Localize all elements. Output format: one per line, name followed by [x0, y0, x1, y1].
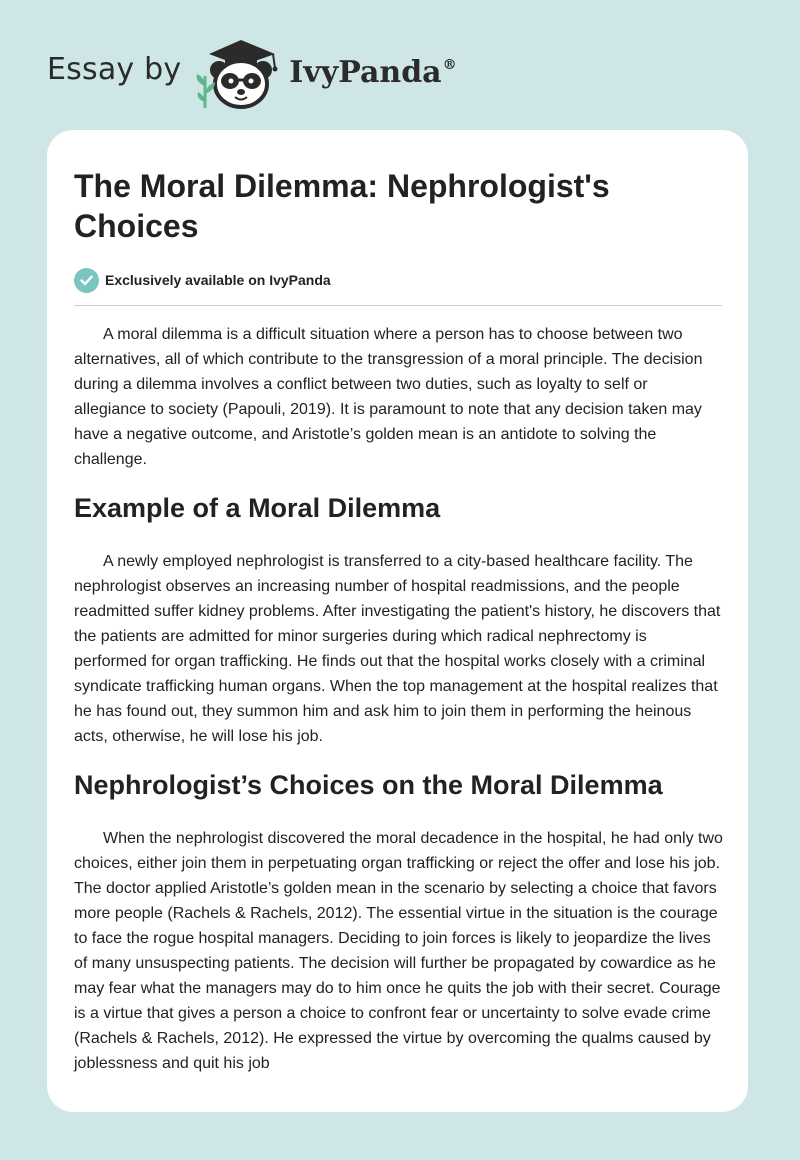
section-paragraph: When the nephrologist discovered the moral decadence in the hospital, he had only two choices, either join them in perpetuating organ trafficking or reject the offer and lose his job. The doctor applied Aristotle’s golden mean in the scenario by selecting a choice that favors more people (Rachels & Rachels, 2012). The essential virtue in the situation is the courage to face the rogue hospital managers. Deciding to join forces is likely to jeopardize the lives of many unsuspecting patients. The decision will further be propagated by cowardice as he may fear what the managers may do to him once he quits the job with their secret. Courage is a virtue that gives a person a choice to confront fear or uncertainty to solve evade crime (Rachels & Rachels, 2012). He expressed the virtue by overcoming the qualms caused by joblessness and quit his job — [74, 830, 723, 1072]
badge-text: Exclusively available on IvyPanda — [105, 272, 331, 288]
brand-header[interactable] — [47, 36, 457, 110]
exclusive-badge — [74, 266, 721, 294]
registered-mark: ® — [442, 56, 457, 73]
article-card — [47, 130, 748, 1112]
article-title: The Moral Dilemma: Nephrologist's Choices — [74, 168, 610, 244]
section-paragraph: A newly employed nephrologist is transferred to a city-based healthcare facility. The nephrologist observes an increasing number of hospital readmissions, and the people readmitted suffer kidney problems. After investigating the patient's history, he discovers that the patients are admitted for minor surgeries during which radical nephrectomy is performed for organ trafficking. He finds out that the hospital works closely with a criminal syndicate trafficking human organs. When the top management at the hospital realizes that he has found out, they summon him and ask him to join them in performing the heinous acts, otherwise, he will lose his job. — [74, 553, 721, 745]
divider — [74, 305, 722, 306]
section-heading: Nephrologist’s Choices on the Moral Dilemma — [74, 770, 663, 800]
panda-logo-icon — [195, 36, 287, 110]
intro-paragraph: A moral dilemma is a difficult situation where a person has to choose between two alternatives, all of which contribute to the transgression of a moral principle. The decision during a dilemma involves a conflict between two duties, such as loyalty to self or allegiance to society (Papouli, 2019). It is paramount to note that any decision taken may have a negative outcome, and Aristotle’s golden mean is an antidote to solving the challenge. — [74, 326, 703, 468]
brand-name: IvyPanda® — [289, 54, 457, 90]
section-heading: Example of a Moral Dilemma — [74, 493, 441, 523]
brand-prefix: Essay by — [47, 51, 182, 87]
check-icon — [74, 268, 99, 293]
